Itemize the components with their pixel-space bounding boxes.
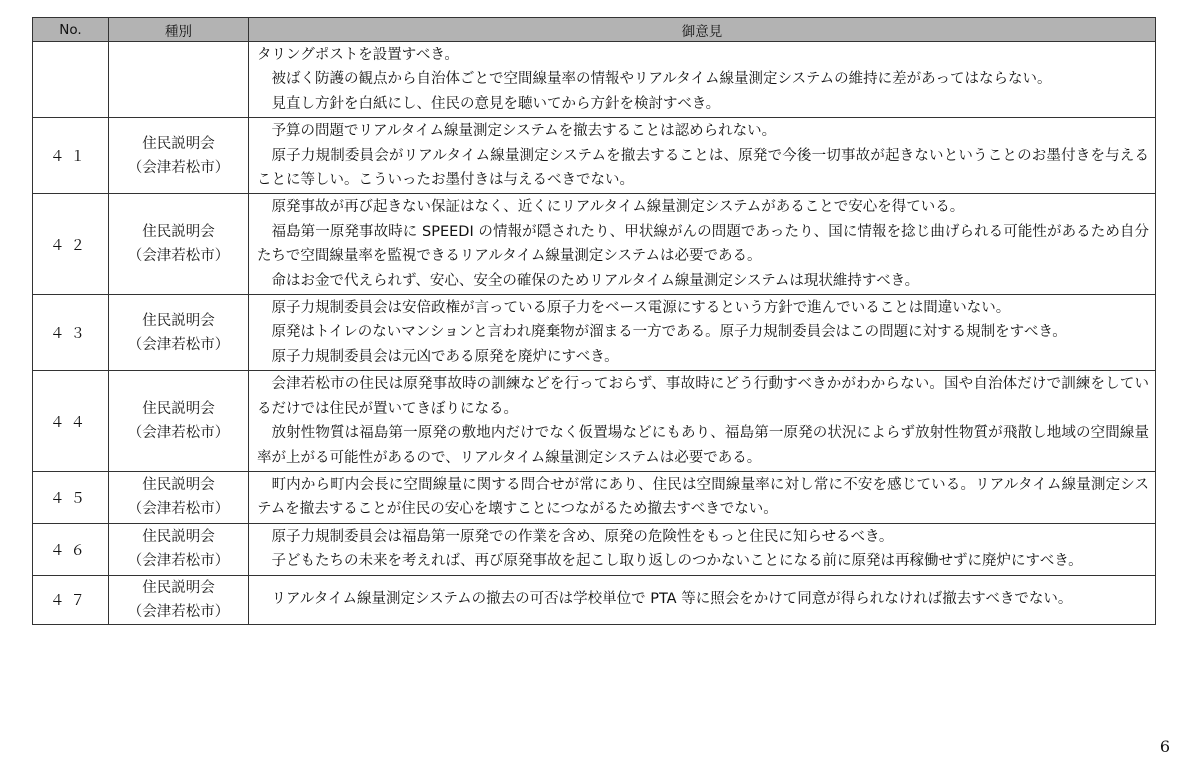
row-type-line1: 住民説明会 xyxy=(142,529,215,546)
opinion-paragraph: 原子力規制委員会は福島第一原発での作業を含め、原発の危険性をもっと住民に知らせるべき。 xyxy=(271,528,894,545)
opinion-paragraph: リアルタイム線量測定システムの撤去の可否は学校単位で PTA 等に照会をかけて同意が得られなければ撤去すべきでない。 xyxy=(271,591,1073,608)
row-opinion xyxy=(249,295,1156,371)
table-row xyxy=(33,42,1156,118)
row-opinion xyxy=(249,471,1156,523)
opinion-paragraph: 放射性物質は福島第一原発の敷地内だけでなく仮置場などにもあり、福島第一原発の状況によらず放射性物質が飛散し地域の空間線量率が上がる可能性があるので、リアルタイム線量測定システムは必要である。 xyxy=(257,425,1149,466)
row-type-line2: （会津若松市） xyxy=(127,248,230,265)
table-row xyxy=(33,194,1156,295)
opinion-paragraph: 見直し方針を白紙にし、住民の意見を聴いてから方針を検討すべき。 xyxy=(271,95,721,112)
row-opinion xyxy=(249,523,1156,575)
header-opinion: 御意見 xyxy=(249,18,1156,42)
opinion-paragraph: 原子力規制委員会は安倍政権が言っている原子力をベース電源にするという方針で進んでいることは間違いない。 xyxy=(271,300,1011,317)
row-type-line2: （会津若松市） xyxy=(127,501,230,518)
row-type xyxy=(109,295,249,371)
row-type xyxy=(109,523,249,575)
row-type-line1: 住民説明会 xyxy=(142,224,215,241)
row-number xyxy=(33,42,109,118)
row-opinion xyxy=(249,371,1156,472)
row-opinion xyxy=(249,575,1156,624)
row-type xyxy=(109,471,249,523)
table-header-row xyxy=(33,18,1156,42)
page-number: 6 xyxy=(1159,737,1170,756)
opinion-paragraph: 原発事故が再び起きない保証はなく、近くにリアルタイム線量測定システムがあることで安心を得ている。 xyxy=(271,199,965,216)
row-type-line2: （会津若松市） xyxy=(127,603,230,620)
opinion-paragraph: 町内から町内会長に空間線量に関する問合せが常にあり、住民は空間線量率に対し常に不安を感じている。リアルタイム線量測定システムを撤去することが住民の安心を壊すことにつながるため撤去すべきでない。 xyxy=(257,476,1149,518)
row-type xyxy=(109,575,249,624)
row-type-line1: 住民説明会 xyxy=(142,312,215,329)
opinion-paragraph: 予算の問題でリアルタイム線量測定システムを撤去することは認められない。 xyxy=(271,123,777,140)
row-number: ４４ xyxy=(33,371,109,472)
opinion-paragraph: 原子力規制委員会は元凶である原発を廃炉にすべき。 xyxy=(271,348,619,365)
table-row xyxy=(33,295,1156,371)
row-type xyxy=(109,194,249,295)
row-number: ４７ xyxy=(33,575,109,624)
row-type-line2: （会津若松市） xyxy=(127,553,230,570)
table-row xyxy=(33,371,1156,472)
row-type xyxy=(109,118,249,194)
row-type-line1: 住民説明会 xyxy=(142,135,215,152)
opinions-table xyxy=(32,17,1156,625)
row-type xyxy=(109,42,249,118)
opinion-paragraph: 福島第一原発事故時に SPEEDI の情報が隠されたり、甲状線がんの問題であったり、国に情報を捻じ曲げられる可能性があるため自分たちで空間線量率を監視できるリアルタイム線量測定システムは必要である。 xyxy=(257,223,1149,265)
row-number: ４３ xyxy=(33,295,109,371)
row-type-line1: 住民説明会 xyxy=(142,477,215,494)
row-opinion xyxy=(249,194,1156,295)
row-opinion xyxy=(249,118,1156,194)
opinion-paragraph: 被ばく防護の観点から自治体ごとで空間線量率の情報やリアルタイム線量測定システムの維持に差があってはならない。 xyxy=(271,71,1052,88)
row-number: ４２ xyxy=(33,194,109,295)
row-type xyxy=(109,371,249,472)
row-number: ４６ xyxy=(33,523,109,575)
row-type-line1: 住民説明会 xyxy=(142,579,215,596)
header-no: No. xyxy=(33,18,109,42)
table-row xyxy=(33,523,1156,575)
opinion-paragraph: タリングポストを設置すべき。 xyxy=(257,47,459,63)
table-body xyxy=(33,42,1156,625)
table-row xyxy=(33,471,1156,523)
row-type-line2: （会津若松市） xyxy=(127,425,230,442)
row-opinion xyxy=(249,42,1156,118)
opinion-paragraph: 命はお金で代えられず、安心、安全の確保のためリアルタイム線量測定システムは現状維持すべき。 xyxy=(271,272,920,289)
row-type-line2: （会津若松市） xyxy=(127,336,230,353)
table-row xyxy=(33,575,1156,624)
row-type-line1: 住民説明会 xyxy=(142,401,215,418)
opinion-paragraph: 子どもたちの未来を考えれば、再び原発事故を起こし取り返しのつかないことになる前に原発は再稼働せずに廃炉にすべき。 xyxy=(271,553,1083,570)
row-number: ４５ xyxy=(33,471,109,523)
header-type: 種別 xyxy=(109,18,249,42)
opinion-paragraph: 原子力規制委員会がリアルタイム線量測定システムを撤去することは、原発で今後一切事故が起きないということのお墨付きを与えることに等しい。こういったお墨付きは与えるべきでない。 xyxy=(257,147,1149,189)
opinion-paragraph: 原発はトイレのないマンションと言われ廃棄物が溜まる一方である。原子力規制委員会はこの問題に対する規制をすべき。 xyxy=(271,324,1067,341)
opinion-paragraph: 会津若松市の住民は原発事故時の訓練などを行っておらず、事故時にどう行動すべきかがわからない。国や自治体だけで訓練をしているだけでは住民が置いてきぼりになる。 xyxy=(257,376,1149,417)
row-type-line2: （会津若松市） xyxy=(127,159,230,176)
table-row xyxy=(33,118,1156,194)
row-number: ４１ xyxy=(33,118,109,194)
